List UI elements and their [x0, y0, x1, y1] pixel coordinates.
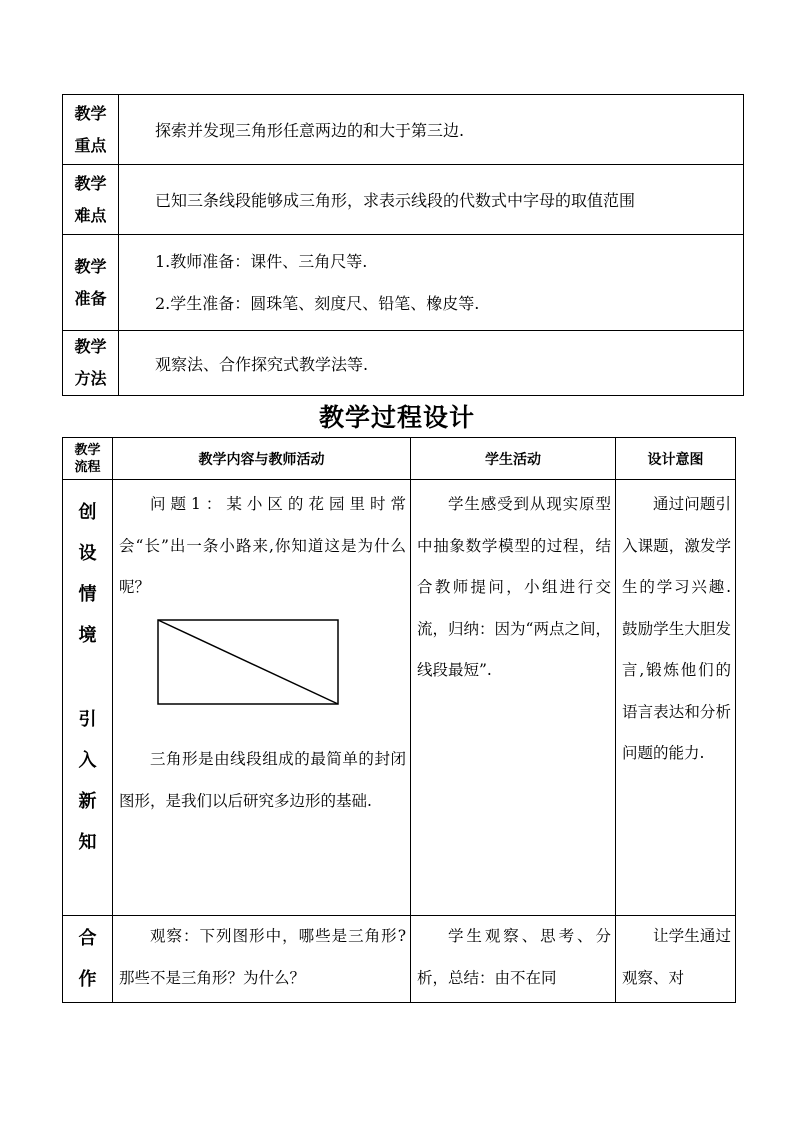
intent-cell [616, 480, 736, 916]
garden-path-diagonal [158, 620, 338, 704]
content-cell [113, 480, 411, 916]
label-line: 准备 [74, 288, 107, 308]
header-student: 学生活动 [411, 438, 616, 480]
intent-text: 通过问题引入课题，激发学生的学习兴趣.鼓励学生大胆发言,锻炼他们的语言表达和分析问题的能力. [622, 495, 731, 762]
overview-text: 2.学生准备：圆珠笔、刻度尺、铅笔、橡皮等. [155, 293, 480, 313]
overview-content [119, 95, 744, 165]
stage-cell [63, 916, 113, 1003]
label-line: 教学 [74, 173, 107, 193]
stage-cell [63, 480, 113, 916]
header-stage [63, 438, 113, 480]
stage-char: 创 [78, 502, 97, 523]
overview-text: 探索并发现三角形任意两边的和大于第三边. [155, 121, 465, 140]
header-stage-line: 流程 [74, 459, 101, 475]
process-title: 教学过程设计 [318, 403, 475, 432]
process-row-intro [63, 480, 736, 916]
process-header-row [63, 438, 736, 480]
stage-char: 设 [78, 543, 97, 564]
overview-text: 1.教师准备：课件、三角尺等. [155, 251, 368, 271]
stage-char: 境 [78, 625, 97, 646]
process-table [62, 437, 736, 1003]
overview-label [63, 235, 119, 331]
student-cell [411, 916, 616, 1003]
stage-char: 作 [78, 969, 97, 990]
process-row-cooperate [63, 916, 736, 1003]
student-text: 学生观察、思考、分析，总结：由不在同 [417, 927, 611, 987]
overview-content [119, 235, 744, 331]
stage-char: 情 [78, 584, 97, 605]
overview-row-preparation [63, 235, 744, 331]
overview-label [63, 331, 119, 396]
content-paragraph: 问题1：某小区的花园里时常会“长”出一条小路来,你知道这是为什么呢？ [119, 495, 406, 596]
lesson-overview-table [62, 94, 744, 396]
stage-char: 知 [78, 832, 97, 853]
label-line: 教学 [74, 256, 107, 276]
overview-content [119, 165, 744, 235]
student-cell [411, 480, 616, 916]
label-line: 教学 [74, 337, 107, 356]
header-intent: 设计意图 [616, 438, 736, 480]
content-paragraph: 三角形是由线段组成的最简单的封闭图形，是我们以后研究多边形的基础. [119, 750, 406, 810]
overview-label [63, 165, 119, 235]
label-line: 教学 [74, 103, 107, 123]
overview-row-key-points [63, 95, 744, 165]
student-text: 学生感受到从现实原型中抽象数学模型的过程，结合教师提问，小组进行交流，归纳：因为“两点之间，线段最短”. [417, 495, 611, 679]
overview-content [119, 331, 744, 396]
overview-text: 已知三条线段能够成三角形，求表示线段的代数式中字母的取值范围 [155, 191, 636, 210]
stage-char: 引 [78, 709, 97, 730]
header-content: 教学内容与教师活动 [113, 438, 411, 480]
content-paragraph: 观察：下列图形中，哪些是三角形?那些不是三角形？为什么？ [119, 927, 406, 987]
stage-char: 新 [78, 791, 97, 812]
label-line: 方法 [74, 369, 107, 388]
overview-label [63, 95, 119, 165]
overview-row-difficulties [63, 165, 744, 235]
label-line: 难点 [74, 205, 107, 225]
content-cell [113, 916, 411, 1003]
overview-row-methods [63, 331, 744, 396]
stage-char: 入 [78, 750, 97, 771]
intent-cell [616, 916, 736, 1003]
rectangle-diagonal-figure [157, 619, 406, 724]
label-line: 重点 [74, 135, 107, 155]
stage-char: 合 [78, 928, 97, 949]
overview-text: 观察法、合作探究式教学法等. [155, 354, 369, 374]
garden-diagram [157, 619, 341, 707]
header-stage-line: 教学 [74, 442, 101, 458]
intent-text: 让学生通过观察、对 [622, 927, 731, 987]
